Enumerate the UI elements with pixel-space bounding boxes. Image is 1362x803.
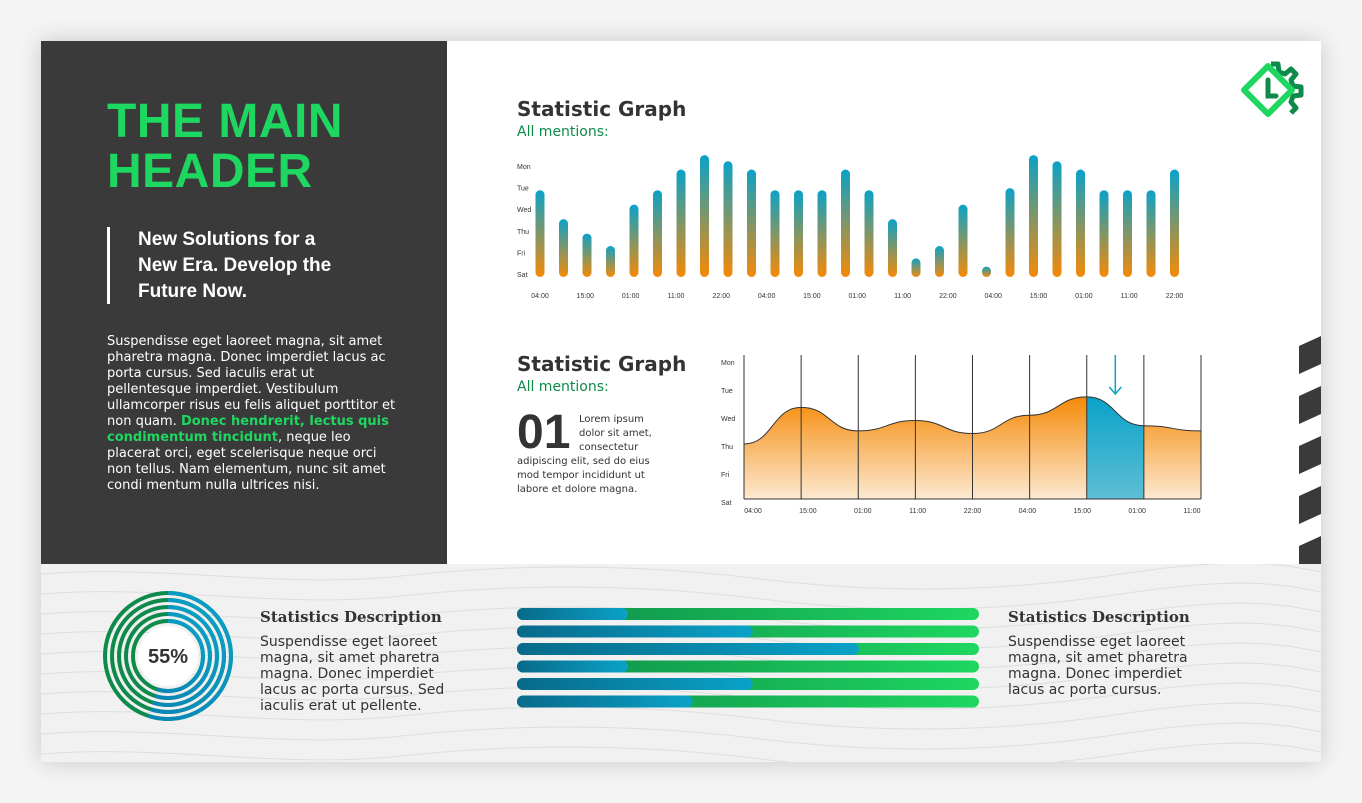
bar [583, 234, 592, 277]
x-tick-label: 11:00 [894, 293, 912, 300]
bar [794, 190, 803, 277]
y-tick-label: Wed [721, 416, 736, 423]
subtitle-line-3: Future Now. [138, 281, 248, 302]
left-desc-line-4: lacus ac porta cursus. Sed [260, 682, 445, 698]
bar [747, 170, 756, 277]
right-desc-line-2: magna, sit amet pharetra [1008, 650, 1188, 666]
bar [1123, 190, 1132, 277]
bar [959, 205, 968, 277]
feature-text-line-1: Lorem ipsum [579, 414, 644, 425]
right-desc-line-3: magna. Donec imperdiet [1008, 666, 1182, 682]
x-tick-label: 01:00 [1128, 508, 1146, 515]
feature-text-line-4: adipiscing elit, sed do eius [517, 456, 650, 467]
feature-text-line-5: mod tempor incididunt ut [517, 470, 645, 481]
right-desc-line-4: lacus ac porta cursus. [1008, 682, 1162, 698]
x-tick-label: 22:00 [939, 293, 957, 300]
bar [865, 190, 874, 277]
bar [630, 205, 639, 277]
x-tick-label: 15:00 [799, 508, 817, 515]
progress-fill [517, 696, 693, 708]
body-paragraph [107, 334, 399, 494]
y-tick-label: Fri [721, 472, 730, 479]
subtitle-line-1: New Solutions for a [138, 229, 316, 250]
x-tick-label: 04:00 [1018, 508, 1037, 515]
x-tick-label: 01:00 [853, 508, 872, 515]
y-tick-label: Sat [721, 500, 732, 507]
bar [912, 258, 921, 277]
donut-percent-label: 55% [147, 646, 189, 668]
graph-1-subtitle: All mentions: [517, 124, 609, 140]
bar [1006, 188, 1015, 277]
x-tick-label: 15:00 [1029, 293, 1048, 300]
body-text-end: , neque leo placerat orci, eget scelerisque neque orci non tellus. Nam elementum, nunc sit amet condi mentum nulla ultrices nisi. [107, 430, 386, 493]
gear-leaf-icon [1238, 60, 1304, 131]
x-tick-label: 22:00 [963, 508, 982, 515]
x-tick-label: 11:00 [1120, 293, 1138, 300]
left-panel [41, 41, 447, 564]
x-tick-label: 04:00 [757, 293, 776, 300]
left-desc-line-5: iaculis erat ut pellente. [260, 698, 422, 714]
bar [841, 170, 850, 277]
left-desc-title: Statistics Description [260, 608, 442, 626]
bar [677, 170, 686, 277]
feature-text-line-2: dolor sit amet, [579, 428, 652, 439]
left-desc-line-1: Suspendisse eget laoreet [260, 634, 438, 650]
x-tick-label: 15:00 [576, 293, 595, 300]
subtitle-line-2: New Era. Develop the [138, 255, 332, 276]
feature-text-line-6: labore et dolore magna. [517, 484, 638, 495]
left-desc-line-2: magna, sit amet pharetra [260, 650, 440, 666]
y-tick-label: Tue [721, 388, 733, 395]
bar [1170, 170, 1179, 277]
graph-2-title: Statistic Graph [517, 352, 687, 376]
y-tick-label: Wed [517, 207, 532, 215]
y-tick-label: Tue [517, 185, 529, 193]
bottom-panel [41, 564, 1321, 762]
progress-fill [517, 661, 628, 673]
bar [559, 219, 568, 277]
bar [1053, 161, 1062, 277]
x-tick-label: 15:00 [1073, 508, 1092, 515]
donut-chart [101, 589, 235, 723]
bar [771, 190, 780, 277]
x-tick-label: 11:00 [1183, 508, 1201, 515]
bar [700, 155, 709, 277]
y-tick-label: Thu [721, 444, 734, 451]
y-tick-label: Thu [517, 228, 530, 236]
bar [724, 161, 733, 277]
y-tick-label: Fri [517, 250, 526, 258]
quote-bar [107, 227, 110, 304]
y-tick-label: Sat [517, 272, 528, 279]
x-tick-label: 22:00 [1165, 293, 1184, 300]
area-chart-mentions [711, 351, 1211, 531]
body-highlight: Donec hendrerit, lectus quis condimentum tincidunt [107, 414, 389, 445]
x-tick-label: 15:00 [803, 293, 821, 300]
x-tick-label: 04:00 [744, 508, 762, 515]
x-tick-label: 11:00 [909, 508, 927, 515]
bar [1029, 155, 1038, 277]
arrow-down-icon [1109, 355, 1121, 394]
progress-fill [517, 608, 628, 620]
slide [41, 41, 1321, 762]
bar [1100, 190, 1109, 277]
right-desc-line-1: Suspendisse eget laoreet [1008, 634, 1186, 650]
left-desc-line-3: magna. Donec imperdiet [260, 666, 434, 682]
bar [606, 246, 615, 277]
x-tick-label: 01:00 [621, 293, 640, 300]
bar [653, 190, 662, 277]
right-desc-title: Statistics Description [1008, 608, 1190, 626]
x-tick-label: 01:00 [1075, 293, 1093, 300]
feature-number: 01 [517, 406, 571, 459]
body-text: Suspendisse eget laoreet magna, sit amet pharetra magna. Donec imperdiet lacus ac porta cursus. Sed iaculis erat ut pellentesque imperdiet. Vestibulum ullamcorper risus eu felis aliquet porttitor et non quam. [107, 334, 396, 429]
main-header-line-2: HEADER [107, 145, 313, 198]
x-tick-label: 04:00 [531, 293, 549, 300]
x-tick-label: 01:00 [848, 293, 867, 300]
y-tick-label: Mon [721, 360, 735, 367]
progress-fill [517, 626, 753, 638]
bar [1147, 190, 1156, 277]
x-tick-label: 11:00 [667, 293, 685, 300]
bar [982, 267, 991, 277]
progress-fill [517, 643, 859, 655]
main-header [107, 97, 343, 197]
feature-text-line-3: consectetur [579, 442, 639, 453]
bar [536, 190, 545, 277]
progress-fill [517, 678, 753, 690]
graph-1-title: Statistic Graph [517, 97, 687, 121]
bar [888, 219, 897, 277]
subtitle [138, 227, 398, 305]
main-header-line-1: THE MAIN [107, 95, 343, 148]
y-tick-label: Mon [517, 164, 531, 171]
bar [1076, 170, 1085, 277]
progress-bars [515, 604, 985, 714]
x-tick-label: 04:00 [984, 293, 1002, 300]
bar [818, 190, 827, 277]
bar [935, 246, 944, 277]
x-tick-label: 22:00 [712, 293, 731, 300]
bar-chart-mentions [511, 149, 1211, 309]
graph-2-subtitle: All mentions: [517, 379, 609, 395]
